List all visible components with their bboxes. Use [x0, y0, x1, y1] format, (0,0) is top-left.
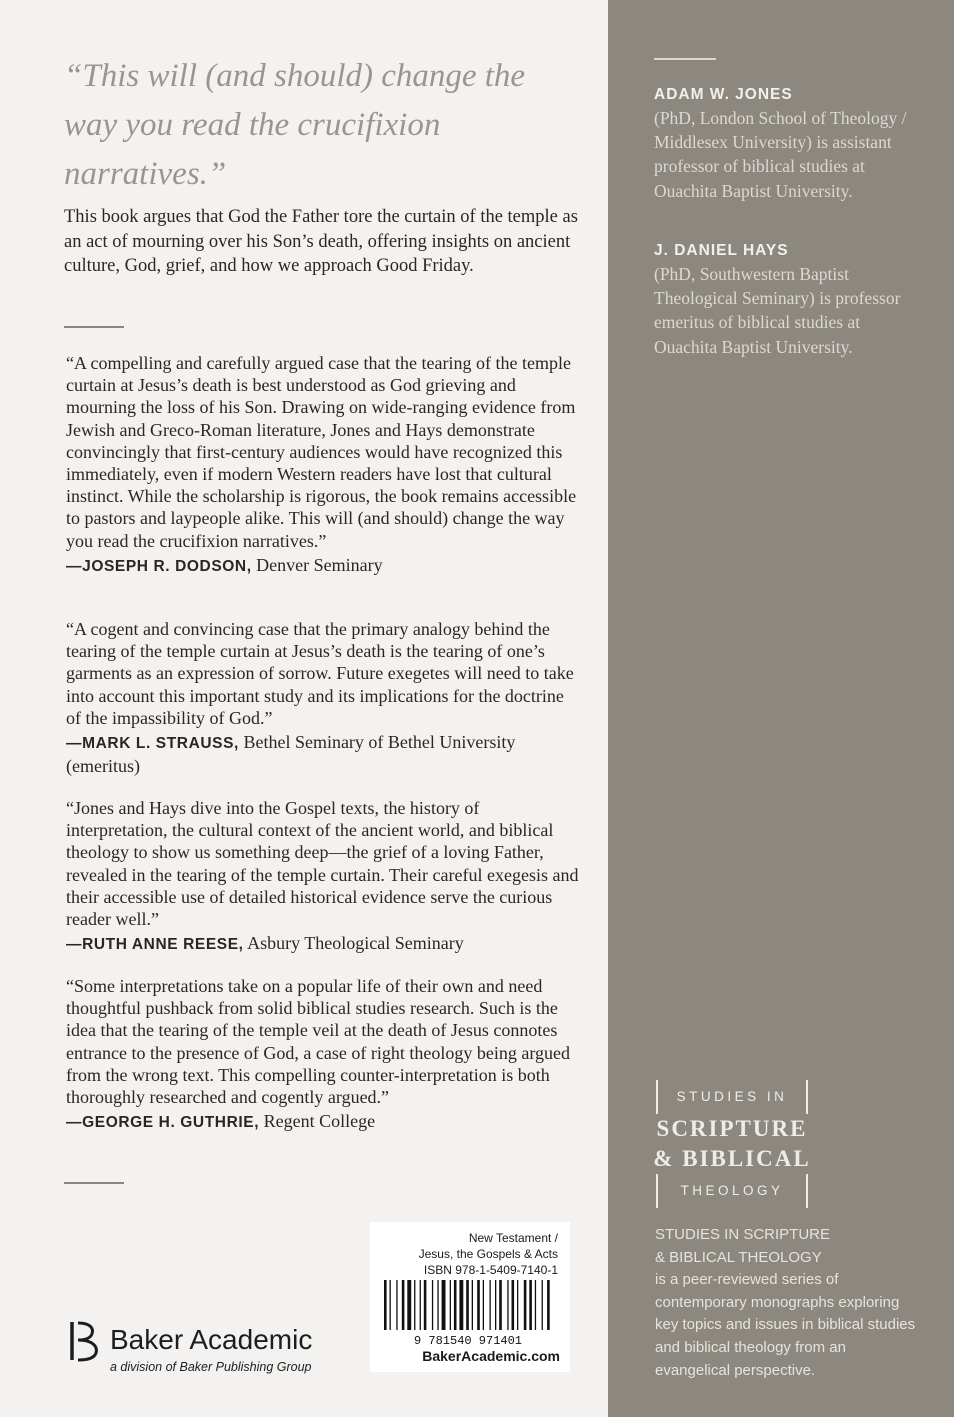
endorsement-4 [66, 975, 581, 1134]
series-logo-bottom: THEOLOGY [656, 1174, 808, 1208]
author-bio-text: (PhD, Southwestern Baptist Theological Seminary) is professor emeritus of biblical studies at Ouachita Baptist University. [654, 264, 901, 357]
series-title-1: STUDIES IN SCRIPTURE [655, 1226, 831, 1243]
endorser-affiliation: Asbury Theological Seminary [247, 933, 464, 954]
endorsement-attribution [66, 731, 581, 777]
category-line-2: Jesus, the Gospels & Acts [418, 1247, 558, 1261]
endorser-name: —GEORGE H. GUTHRIE, [66, 1114, 260, 1132]
endorsement-attribution [66, 932, 581, 956]
isbn-text: ISBN 978-1-5409-7140-1 [423, 1263, 558, 1277]
endorsement-attribution [66, 554, 581, 578]
barcode-digits: 9 781540 971401 [413, 1334, 523, 1346]
endorsement-text: “A compelling and carefully argued case that the tearing of the temple curtain at Jesus’s death is best understood as God grieving and mourning the loss of his Son. Drawing on wide-ranging evidence from Jewish and Greco-Roman literature, Jones and Hays demonstrate convincingly that first-century audiences would have recognized this immediately, even if modern Western readers have lost that cultural instinct. While the scholarship is rigorous, the book remains accessible to pastors and laypeople alike. This will (and should) change the way you read the crucifixion narratives.” [66, 353, 577, 551]
publisher-url: BakerAcademic.com [422, 1348, 560, 1364]
divider-rule [64, 1182, 124, 1184]
pull-quote: “This will (and should) change the way you read the crucifixion narratives.” [64, 58, 526, 192]
series-title-2: & BIBLICAL THEOLOGY [655, 1248, 822, 1266]
endorser-affiliation: Bethel Seminary of Bethel University (emeritus) [66, 732, 516, 777]
series-logo-line-2: & BIBLICAL [653, 1146, 811, 1171]
barcode-labels [370, 1222, 570, 1278]
barcode-icon [378, 1278, 558, 1346]
series-logo [648, 1080, 816, 1208]
endorser-affiliation: Denver Seminary [256, 554, 383, 575]
endorsement-text: “Some interpretations take on a popular life of their own and need thoughtful pushback from solid biblical studies research. Such is the idea that the tearing of the temple veil at the death of Jesus connotes entrance to the presence of God, a case of right theology being argued from the wrong text. This compelling counter-interpretation is both thoroughly researched and cogently argued.” [66, 976, 570, 1108]
publisher-name: Baker Academic [110, 1324, 313, 1355]
author-bio-2 [654, 240, 922, 359]
author-divider-rule [654, 58, 716, 60]
author-bio-1 [654, 84, 922, 203]
endorsement-2 [66, 618, 581, 777]
barcode-panel [370, 1222, 570, 1372]
publisher-subtitle: a division of Baker Publishing Group [110, 1360, 312, 1374]
author-name: ADAM W. JONES [654, 86, 793, 103]
series-description [655, 1224, 925, 1382]
endorser-name: —JOSEPH R. DODSON, [66, 557, 252, 575]
author-name: J. DANIEL HAYS [654, 242, 789, 259]
divider-rule [64, 326, 124, 328]
series-logo-line-1: SCRIPTURE [656, 1116, 808, 1141]
endorsement-3 [66, 797, 581, 956]
author-bio-text: (PhD, London School of Theology / Middlesex University) is assistant professor of biblical studies at Ouachita Baptist University. [654, 108, 907, 201]
endorsement-attribution [66, 1110, 581, 1134]
endorser-affiliation: Regent College [263, 1111, 376, 1132]
endorsement-1 [66, 352, 581, 578]
series-logo-top: STUDIES IN [656, 1080, 808, 1114]
category-line-1: New Testament / [468, 1231, 558, 1245]
series-description-text: is a peer-reviewed series of contemporary monographs exploring key topics and issues in biblical studies and biblical theology from an evangelical perspective. [655, 1271, 916, 1379]
book-description: This book argues that God the Father tore the curtain of the temple as an act of mourning over his Son’s death, offering insights on ancient culture, God, grief, and how we approach Good Friday. [64, 207, 578, 277]
baker-academic-logo-icon [66, 1320, 106, 1362]
endorser-name: —RUTH ANNE REESE, [66, 936, 244, 954]
endorser-name: —MARK L. STRAUSS, [66, 735, 239, 753]
endorsement-text: “A cogent and convincing case that the primary analogy behind the tearing of the temple curtain at Jesus’s death is the tearing of one’s garments as an expression of sorrow. Future exegetes will need to take into account this important study and its implications for the doctrine of the impassibility of God.” [66, 619, 574, 728]
endorsement-text: “Jones and Hays dive into the Gospel texts, the history of interpretation, the cultural context of the ancient world, and biblical theology to show us something deep—the grief of a loving Father, revealed in the tearing of the temple curtain. Their careful exegesis and their accessible use of detailed historical evidence serve the curious reader well.” [66, 798, 579, 930]
